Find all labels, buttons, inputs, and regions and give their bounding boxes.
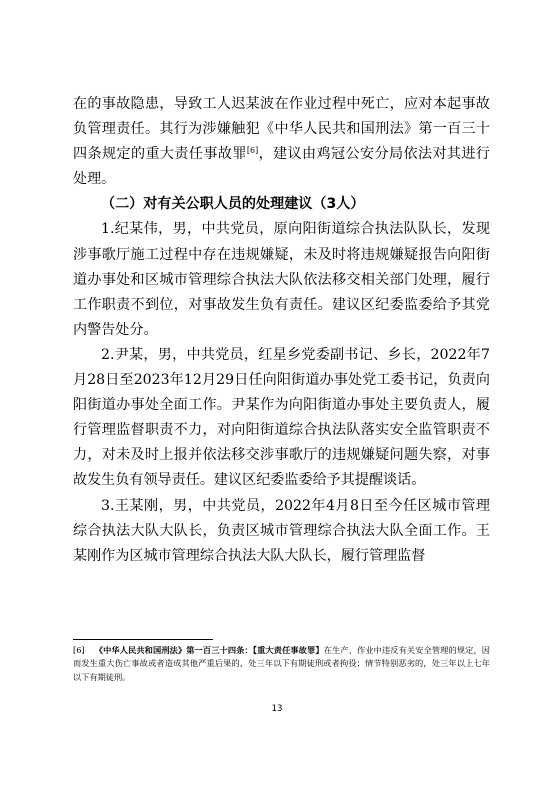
section-heading: （二）对有关公职人员的处理建议（3人）: [101, 196, 365, 213]
paragraph-continuation: [73, 92, 490, 192]
page-number: 13: [271, 704, 283, 714]
paragraph-item-2: 2.尹某，男，中共党员，红星乡党委副书记、乡长，2022年7月28日至2023年12月29日任向阳街道办事处党工委书记，负责向阳街道办事处全面工作。尹某作为向阳街道办事处主要负责人，履行管理监督职责不力，对向阳街道综合执法队落实安全监管职责不力，对未及时上报并依法移交涉事歌厅的违规嫌疑问题失察，对事故发生负有领导责任。建议区纪委监委给予其提醒谈话。: [73, 346, 490, 489]
footnote: [73, 644, 490, 684]
footnote-law: 《中华人民共和国刑法》第一百三十四条：: [94, 645, 253, 655]
footnote-text: 在生产、作业中违反有关安全管理的规定，因而发生重大伤亡事故或者造成其他严重后果的，处三年以下有期徒刑或者拘役；情节特别恶劣的，处三年以上七年以下有期徒刑。: [73, 645, 490, 682]
body-text: [73, 92, 490, 569]
paragraph-item-1: 1.纪某伟，男，中共党员，原向阳街道综合执法队队长，发现涉事歌厅施工过程中存在违规嫌疑，未及时将违规嫌疑报告向阳街道办事处和区城市管理综合执法大队依法移交相关部门处理，履行工作职责不到位，对事故发生负有责任。建议区纪委监委给予其党内警告处分。: [73, 221, 490, 338]
paragraph-text: ，建议由鸡冠公安分局依法对其进行处理。: [73, 146, 491, 188]
footnote-mark: [6]: [73, 645, 85, 655]
footnote-crime: 【重大责任事故罪】: [252, 645, 324, 655]
footnote-reference[interactable]: [6]: [246, 146, 259, 156]
footnote-separator: [73, 639, 213, 640]
paragraph-item-3: 3.王某刚，男，中共党员，2022年4月8日至今任区城市管理综合执法大队大队长，负责区城市管理综合执法大队全面工作。王某刚作为区城市管理综合执法大队大队长，履行管理监督: [73, 497, 490, 564]
paragraph-text: 在的事故隐患，导致工人迟某波在作业过程中死亡，应对本起事故负管理责任。其行为涉嫌触犯《中华人民共和国刑法》第一百三十四条规定的重大责任事故罪: [73, 96, 490, 163]
